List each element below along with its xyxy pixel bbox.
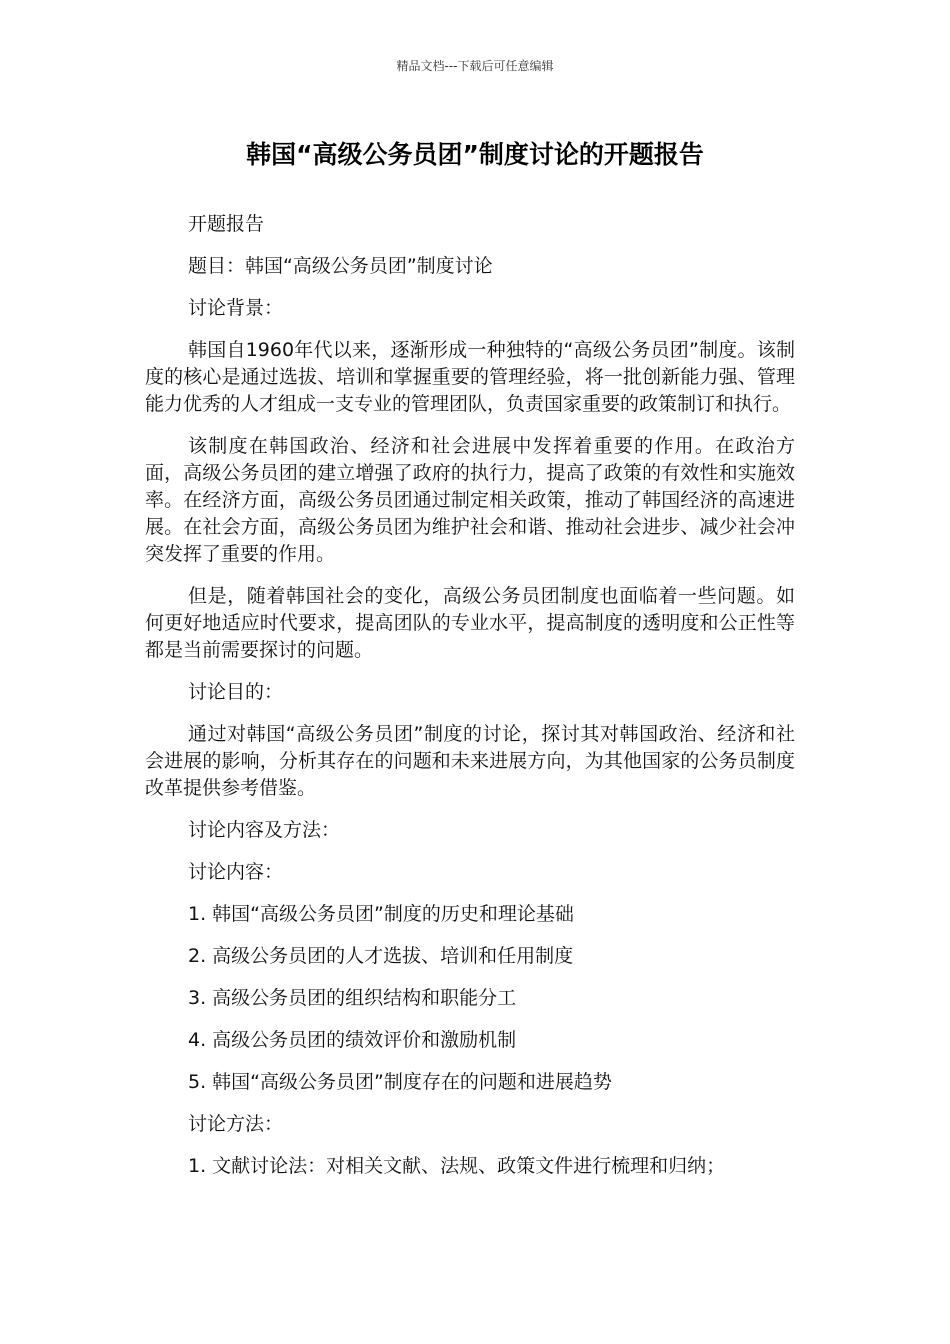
method-heading: 讨论方法：	[188, 1113, 284, 1135]
content-method-heading: 讨论内容及方法：	[188, 819, 341, 841]
purpose-heading: 讨论目的：	[188, 681, 284, 703]
page-header: 精品文档---下载后可任意编辑	[396, 59, 554, 73]
content-list-item: 5. 韩国“高级公务员团”制度存在的问题和进展趋势	[188, 1071, 612, 1093]
background-paragraph-3: 但是，随着韩国社会的变化，高级公务员团制度也面临着一些问题。如何更好地适应时代要求，提高团队的专业水平，提高制度的透明度和公正性等都是当前需要探讨的问题。	[145, 585, 795, 661]
purpose-paragraph: 通过对韩国“高级公务员团”制度的讨论，探讨其对韩国政治、经济和社会进展的影响，分析其存在的问题和未来进展方向，为其他国家的公务员制度改革提供参考借鉴。	[145, 723, 795, 799]
document-body	[145, 211, 795, 1195]
content-list-item: 4. 高级公务员团的绩效评价和激励机制	[188, 1029, 517, 1051]
content-list-item: 2. 高级公务员团的人才选拔、培训和任用制度	[188, 945, 574, 967]
method-list-item: 1. 文献讨论法：对相关文献、法规、政策文件进行梳理和归纳；	[188, 1155, 726, 1177]
content-list-item: 3. 高级公务员团的组织结构和职能分工	[188, 987, 517, 1009]
document-title: 韩国“高级公务员团”制度讨论的开题报告	[246, 140, 704, 169]
background-paragraph-1: 韩国自1960年代以来，逐渐形成一种独特的“高级公务员团”制度。该制度的核心是通过选拔、培训和掌握重要的管理经验，将一批创新能力强、管理能力优秀的人才组成一支专业的管理团队，负责国家重要的政策制订和执行。	[145, 339, 795, 415]
content-list-item: 1. 韩国“高级公务员团”制度的历史和理论基础	[188, 903, 574, 925]
topic-line: 题目：韩国“高级公务员团”制度讨论	[188, 255, 493, 277]
background-paragraph-2: 该制度在韩国政治、经济和社会进展中发挥着重要的作用。在政治方面，高级公务员团的建立增强了政府的执行力，提高了政策的有效性和实施效率。在经济方面，高级公务员团通过制定相关政策，推动了韩国经济的高速进展。在社会方面，高级公务员团为维护社会和谐、推动社会进步、减少社会冲突发挥了重要的作用。	[145, 435, 795, 565]
background-heading: 讨论背景：	[188, 297, 284, 319]
content-heading: 讨论内容：	[188, 861, 284, 883]
report-label: 开题报告	[188, 213, 265, 235]
